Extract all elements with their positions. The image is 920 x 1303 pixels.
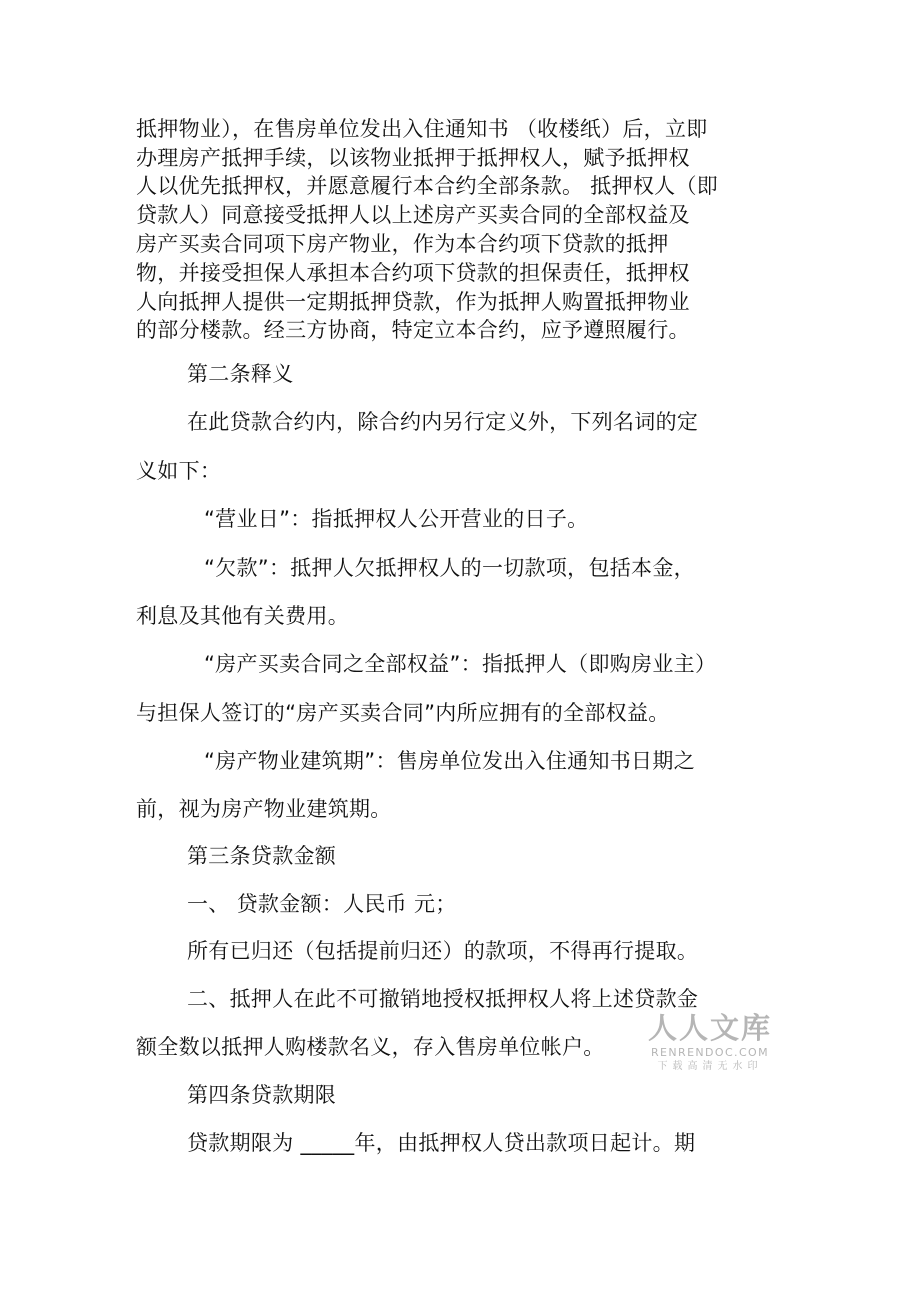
section-heading: 第三条贷款金额 [187,844,337,868]
text-line: 抵押物业），在售房单位发出入住通知书 （收楼纸）后，立即 [136,117,708,141]
text-line: 办理房产抵押手续，以该物业抵押于抵押权人，赋予抵押权 [136,146,690,170]
definition-line: “房产买卖合同之全部权益”：指抵押人（即购房业主） [204,652,717,676]
text-line: 在此贷款合约内，除合约内另行定义外，下列名词的定 [187,410,699,434]
text-line: 所有已归还（包括提前归还）的款项，不得再行提取。 [187,939,699,963]
watermark-subtitle: 下载高清无水印 [657,1061,763,1072]
text-line: 二、抵押人在此不可撤销地授权抵押权人将上述贷款金 [187,987,699,1011]
text-line: 额全数以抵押人购楼款名义，存入售房单位帐户。 [136,1035,605,1059]
text-line: 一、 贷款金额：人民币 元； [187,892,457,916]
text-line: 利息及其他有关费用。 [136,604,349,628]
section-heading: 第二条释义 [187,362,294,386]
text-line: 贷款期限为 _____年，由抵押权人贷出款项日起计。期 [187,1131,696,1155]
text-line: 贷款人）同意接受抵押人以上述房产买卖合同的全部权益及 [136,203,690,227]
watermark-domain: RENRENDOC.COM [651,1046,769,1059]
text-line: 与担保人签订的“房产买卖合同”内所应拥有的全部权益。 [136,701,670,725]
text-line: 前，视为房产物业建筑期。 [136,797,392,821]
definition-line: “房产物业建筑期”：售房单位发出入住通知书日期之 [204,749,695,773]
definition-line: “营业日”：指抵押权人公开营业的日子。 [204,507,589,531]
section-heading: 第四条贷款期限 [187,1083,337,1107]
text-line: 义如下： [136,459,222,483]
text-line: 人以优先抵押权，并愿意履行本合约全部条款。 抵押权人（即 [136,174,719,198]
text-line: 物，并接受担保人承担本合约项下贷款的担保责任，抵押权 [136,261,690,285]
text-line: 的部分楼款。经三方协商，特定立本合约，应予遵照履行。 [136,318,690,342]
definition-line: “欠款”：抵押人欠抵押权人的一切款项，包括本金， [204,556,695,580]
watermark-logo [643,1012,777,1073]
text-line: 人向抵押人提供一定期抵押贷款，作为抵押人购置抵押物业 [136,290,690,314]
watermark-title: 人人文库 [647,1011,772,1045]
text-line: 房产买卖合同项下房产物业，作为本合约项下贷款的抵押 [136,232,669,256]
